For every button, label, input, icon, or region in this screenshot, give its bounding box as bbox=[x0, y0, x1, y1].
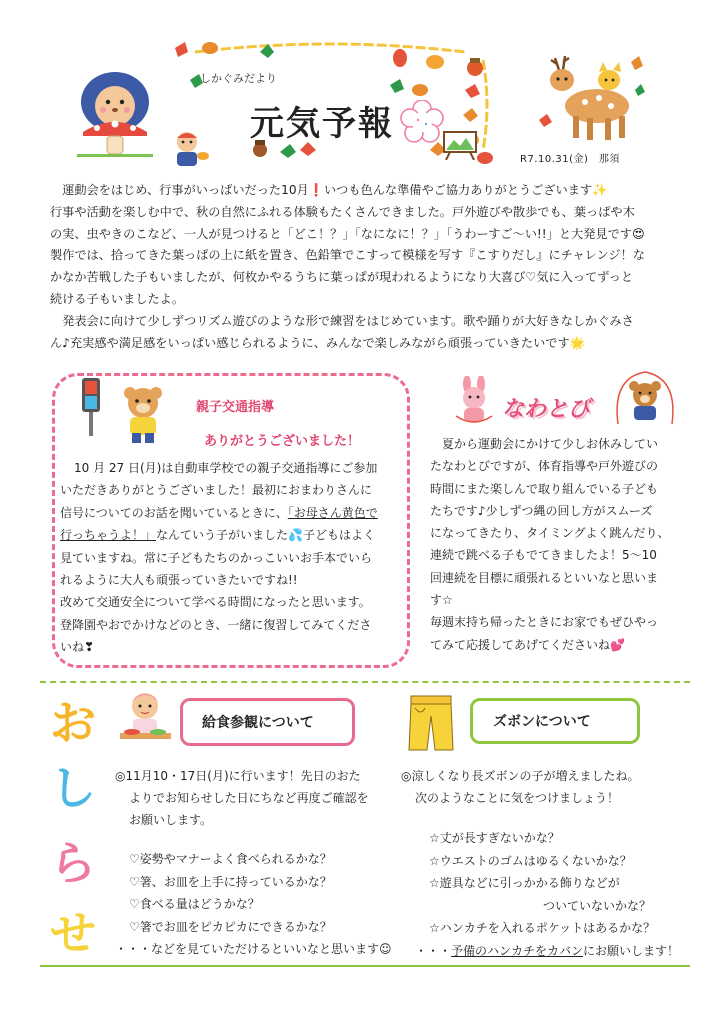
bear-illustration bbox=[118, 385, 168, 445]
lunch-line: お願いします。 bbox=[129, 813, 213, 827]
pants-line: 次のようなことに気をつけましょう！ bbox=[415, 791, 620, 805]
traffic-signal-icon bbox=[80, 378, 102, 436]
traffic-line: いただきありがとうございました！最初におまわりさんに bbox=[60, 483, 373, 498]
lunch-check-item: ♡食べる量はどうかな？ bbox=[129, 897, 260, 911]
pants-check-item: ☆丈が長すぎないかな？ bbox=[429, 831, 560, 845]
intro-line: ん♪充実感や満足感をいっぱい感じられるように、みんなで楽しみながら頑張っていきたいです🌟 bbox=[50, 335, 585, 350]
traffic-subtitle: ありがとうございました！ bbox=[204, 434, 361, 449]
jumprope-line: 毎週末持ち帰ったときにお家でもぜひやっ bbox=[430, 615, 659, 630]
pants-note-emphasis: 予備のハンカチをカバン bbox=[451, 943, 584, 958]
traffic-body bbox=[60, 457, 405, 659]
lunch-check-note: ・・・などを見ていただけるといいなと思います☺ bbox=[115, 942, 392, 956]
pants-check-item: ☆遊具などに引っかかる飾りなどが bbox=[429, 876, 620, 890]
traffic-text: 信号についてのお話を聞いているときに、 bbox=[60, 505, 288, 520]
traffic-line bbox=[60, 502, 405, 524]
jumprope-body bbox=[430, 433, 695, 656]
pants-check-note bbox=[415, 940, 700, 963]
lunch-child-illustration bbox=[118, 688, 173, 750]
bottom-divider bbox=[40, 965, 690, 967]
traffic-quote: 行っちゃうよ！」 bbox=[60, 528, 157, 543]
traffic-quote: 「お母さん黄色で bbox=[287, 505, 378, 520]
intro-line: 発表会に向けて少しずつリズム遊びのような形で練習をはじめています。歌や踊りが大好きなしかぐみさ bbox=[62, 313, 634, 328]
traffic-line: 登降園やおでかけなどのとき、一緒に復習してみてくださ bbox=[60, 617, 372, 632]
easel-icon bbox=[440, 130, 480, 160]
lunch-check-item: ♡箸でお皿をピカピカにできるかな？ bbox=[129, 919, 332, 934]
pants-note-end: にお願いします！ bbox=[583, 943, 680, 958]
intro-line: かなか苦戦した子もいましたが、何枚かやるうちに葉っぱが現われるようになり大喜び♡気に入ってずっと bbox=[50, 270, 634, 285]
jumping-bear-illustration bbox=[612, 368, 678, 428]
pants-line: ◎涼しくなり長ズボンの子が増えましたね。 bbox=[401, 769, 640, 783]
intro-line: 行事や活動を楽しむ中で、秋の自然にふれる体験もたくさんできました。戸外遊びや散歩でも、葉っぱや木 bbox=[50, 204, 635, 219]
hedgehog-illustration bbox=[75, 70, 155, 160]
oshirase-char: し bbox=[50, 761, 96, 815]
intro-line: の実、虫やきのこなど、一人が見つけると「どこ！？」「なになに！？」「うわーすご〜い!!」と大発見です😍 bbox=[50, 226, 645, 241]
section-divider bbox=[40, 681, 690, 683]
lunch-check-item: ♡姿勢やマナーよく食べられるかな？ bbox=[129, 852, 332, 866]
lunch-title: 給食参観について bbox=[202, 715, 314, 731]
rabbit-illustration bbox=[452, 376, 496, 426]
jumprope-line: 夏から運動会にかけて少しお休みしてい bbox=[442, 437, 659, 451]
intro-section bbox=[50, 180, 690, 354]
pants-check-item: ☆ハンカチを入れるポケットはあるかな？ bbox=[429, 921, 656, 935]
intro-line: 運動会をはじめ、行事がいっぱいだった10月❗いつも色んな準備やご協力ありがとうございます✨ bbox=[62, 183, 608, 197]
intro-line: 続ける子もいましたよ。 bbox=[50, 291, 185, 306]
painter-child-illustration bbox=[165, 128, 209, 168]
newsletter-name: しかぐみだより bbox=[200, 72, 277, 85]
traffic-title: 親子交通指導 bbox=[196, 400, 275, 415]
header bbox=[0, 0, 724, 175]
jumprope-line: たちです♪少しずつ縄の回し方がスムーズ bbox=[430, 503, 653, 518]
issue-date: R7.10.31(金) 那須 bbox=[520, 154, 620, 165]
traffic-line: いね❣ bbox=[60, 640, 95, 655]
jumprope-title: なわとび bbox=[502, 397, 591, 422]
jumprope-line: たなわとびですが、体育指導や戸外遊びの bbox=[430, 459, 659, 474]
traffic-line bbox=[60, 524, 405, 546]
deer-illustration bbox=[535, 50, 645, 145]
lunch-checklist bbox=[115, 848, 405, 961]
pants-checklist bbox=[415, 827, 700, 962]
traffic-text: なんていう子がいました💦子どもはよく bbox=[156, 528, 375, 543]
jumprope-line: 連続で跳べる子もでてきましたよ！5〜10 bbox=[430, 548, 657, 563]
jumprope-line: てみて応援してあげてくださいね💕 bbox=[430, 637, 625, 652]
intro-line: 製作では、拾ってきた葉っぱの上に紙を置き、色鉛筆でこすって模様を写す『こすりだし』にチャレンジ！な bbox=[50, 248, 645, 263]
pants-note-dots: ・・・ bbox=[415, 943, 452, 958]
jumprope-line: 時間にまた楽しんで取り組んでいる子ども bbox=[430, 481, 659, 496]
lunch-check-item: ♡箸、お皿を上手に持っているかな？ bbox=[129, 874, 332, 889]
lunch-line: ◎11月10・17日(月)に行います！先日のおた bbox=[115, 769, 361, 783]
flower-badge-icon bbox=[400, 100, 444, 144]
pants-check-item-continued: ついていないかな？ bbox=[543, 898, 652, 913]
page-title: 元気予報 bbox=[250, 104, 394, 144]
jumprope-line: になってきたり、タイミングよく跳んだり、 bbox=[430, 526, 670, 541]
lunch-body bbox=[115, 765, 405, 831]
traffic-line: 10 月 27 日(月)は自動車学校での親子交通指導にご参加 bbox=[74, 461, 378, 475]
jumprope-line: す☆ bbox=[430, 593, 453, 608]
oshirase-char: ら bbox=[50, 836, 96, 890]
traffic-line: 改めて交通安全について学べる時間になったと思います。 bbox=[60, 595, 371, 610]
pants-title: ズボンについて bbox=[493, 714, 591, 730]
oshirase-char: お bbox=[50, 696, 96, 750]
lunch-line: よりでお知らせした日にちなど再度ご確認を bbox=[129, 791, 369, 805]
pants-check-item: ☆ウエストのゴムはゆるくないかな？ bbox=[429, 853, 632, 868]
jumprope-line: 回連続を目標に頑張れるといいなと思いま bbox=[430, 570, 659, 585]
traffic-line: 見ていますね。常に子どもたちのかっこいいお手本でいら bbox=[60, 550, 373, 565]
oshirase-char: せ bbox=[50, 906, 96, 960]
pants-body bbox=[401, 765, 695, 809]
pants-illustration bbox=[405, 694, 457, 752]
traffic-line: れるように大人も頑張っていきたいですね!! bbox=[60, 573, 298, 588]
